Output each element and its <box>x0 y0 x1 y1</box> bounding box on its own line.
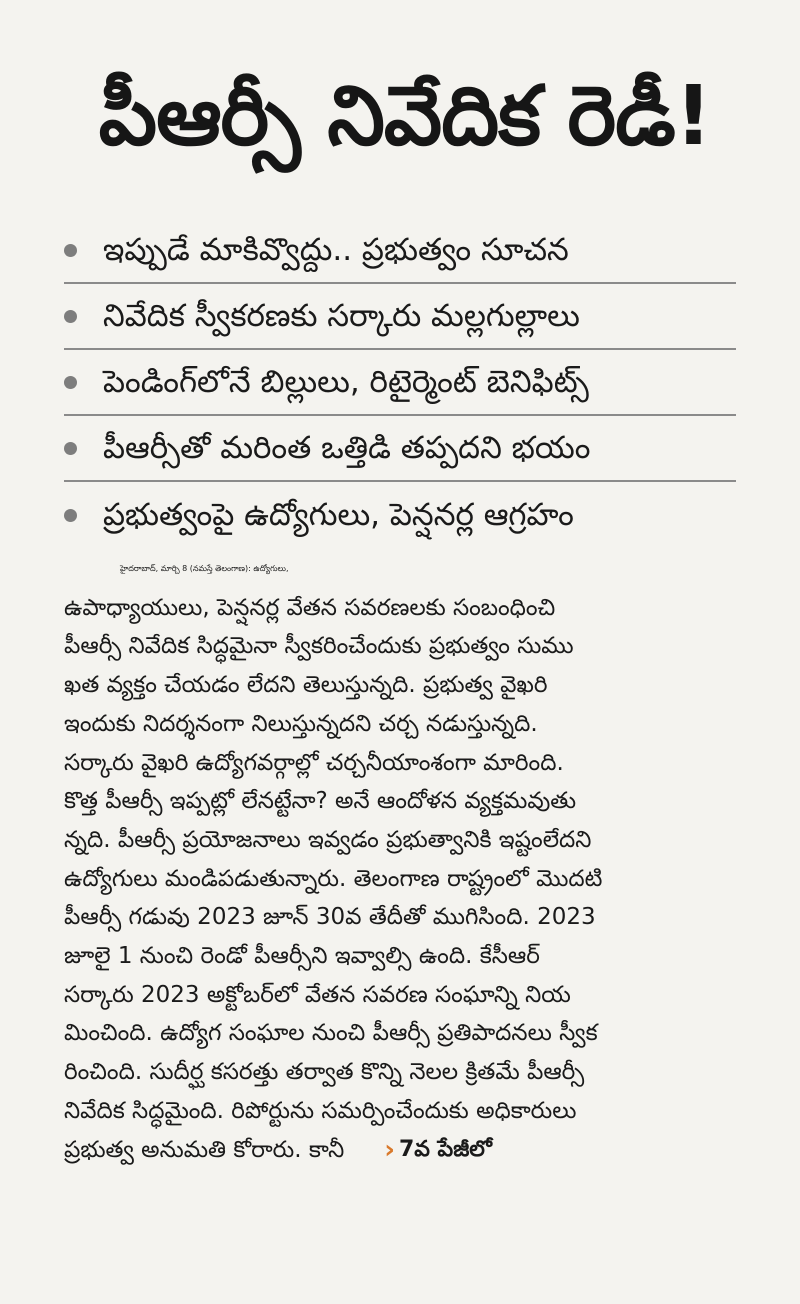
body-line: కొత్త పీఆర్సీ ఇప్పట్లో లేనట్టేనా? అనే ఆందోళన వ్యక్తమవుతు <box>64 788 577 815</box>
body-line: జూలై 1 నుంచి రెండో పీఆర్సీని ఇవ్వాల్సి ఉంది. కేసీఆర్ <box>64 943 540 970</box>
bullet-list <box>64 218 736 548</box>
headline: పీఆర్సీ నివేదిక రెడీ! <box>98 69 712 164</box>
bullet-dot-icon <box>64 244 77 257</box>
body-line: ఉద్యోగులు మండిపడుతున్నారు. తెలంగాణ రాష్ట్రంలో మొదటి <box>64 865 603 892</box>
body-line: రించింది. సుదీర్ఘ కసరత్తు తర్వాత కొన్ని నెలల క్రితమే పీఆర్సీ <box>64 1059 585 1086</box>
body-line: నివేదిక సిద్ధమైంది. రిపోర్టును సమర్పించేందుకు అధికారులు <box>64 1097 577 1124</box>
bullet-text: నివేదిక స్వీకరణకు సర్కారు మల్లగుల్లాలు <box>103 298 580 334</box>
body-line: ఉపాధ్యాయులు, పెన్షనర్ల వేతన సవరణలకు సంబంధించి <box>64 594 556 621</box>
body-line: ప్రభుత్వ అనుమతి కోరారు. కానీ <box>64 1136 345 1163</box>
body-last-line <box>64 1131 744 1170</box>
continued-label: 7వ పేజీలో <box>398 1136 492 1162</box>
body-line: పీఆర్సీ నివేదిక సిద్ధమైనా స్వీకరించేందుకు ప్రభుత్వం సుము <box>64 633 574 660</box>
bullet-dot-icon <box>64 376 77 389</box>
body-line: పీఆర్సీ గడువు 2023 జూన్ 30వ తేదీతో ముగిసింది. 2023 <box>64 904 596 931</box>
bullet-text: ప్రభుత్వంపై ఉద్యోగులు, పెన్షనర్ల ఆగ్రహం <box>103 497 574 533</box>
body-line: న్నది. పీఆర్సీ ప్రయోజనాలు ఇవ్వడం ప్రభుత్వానికి ఇష్టంలేదని <box>64 826 592 853</box>
bullet-text: పీఆర్సీతో మరింత ఒత్తిడి తప్పదని భయం <box>103 430 591 466</box>
body-line: హైదరాబాద్, మార్చి 8 (నమస్తే తెలంగాణ): ఉద్యోగులు, <box>120 564 289 573</box>
body-line: మించింది. ఉద్యోగ సంఘాల నుంచి పీఆర్సీ ప్రతిపాదనలు స్వీక <box>64 1020 598 1047</box>
article-body <box>64 550 744 1169</box>
continued-reference <box>384 1131 492 1170</box>
bullet-dot-icon <box>64 509 77 522</box>
bullet-dot-icon <box>64 310 77 323</box>
body-line: ఇందుకు నిదర్శనంగా నిలుస్తున్నదని చర్చ నడుస్తున్నది. <box>64 710 538 737</box>
list-item <box>64 284 736 350</box>
body-line: సర్కారు 2023 అక్టోబర్‌లో వేతన సవరణ సంఘాన్ని నియ <box>64 981 571 1008</box>
bullet-text: ఇప్పుడే మాకివ్వొద్దు.. ప్రభుత్వం సూచన <box>103 232 569 268</box>
list-item <box>64 482 736 548</box>
list-item <box>64 350 736 416</box>
body-line: సర్కారు వైఖరి ఉద్యోగవర్గాల్లో చర్చనీయాంశంగా మారింది. <box>64 749 564 776</box>
chevron-right-icon: › <box>384 1134 395 1165</box>
list-item <box>64 218 736 284</box>
list-item <box>64 416 736 482</box>
bullet-text: పెండింగ్‌లోనే బిల్లులు, రిటైర్మెంట్ బెనిఫిట్స్ <box>103 364 589 400</box>
bullet-dot-icon <box>64 442 77 455</box>
body-line: ఖత వ్యక్తం చేయడం లేదని తెలుస్తున్నది. ప్రభుత్వ వైఖరి <box>64 672 548 699</box>
